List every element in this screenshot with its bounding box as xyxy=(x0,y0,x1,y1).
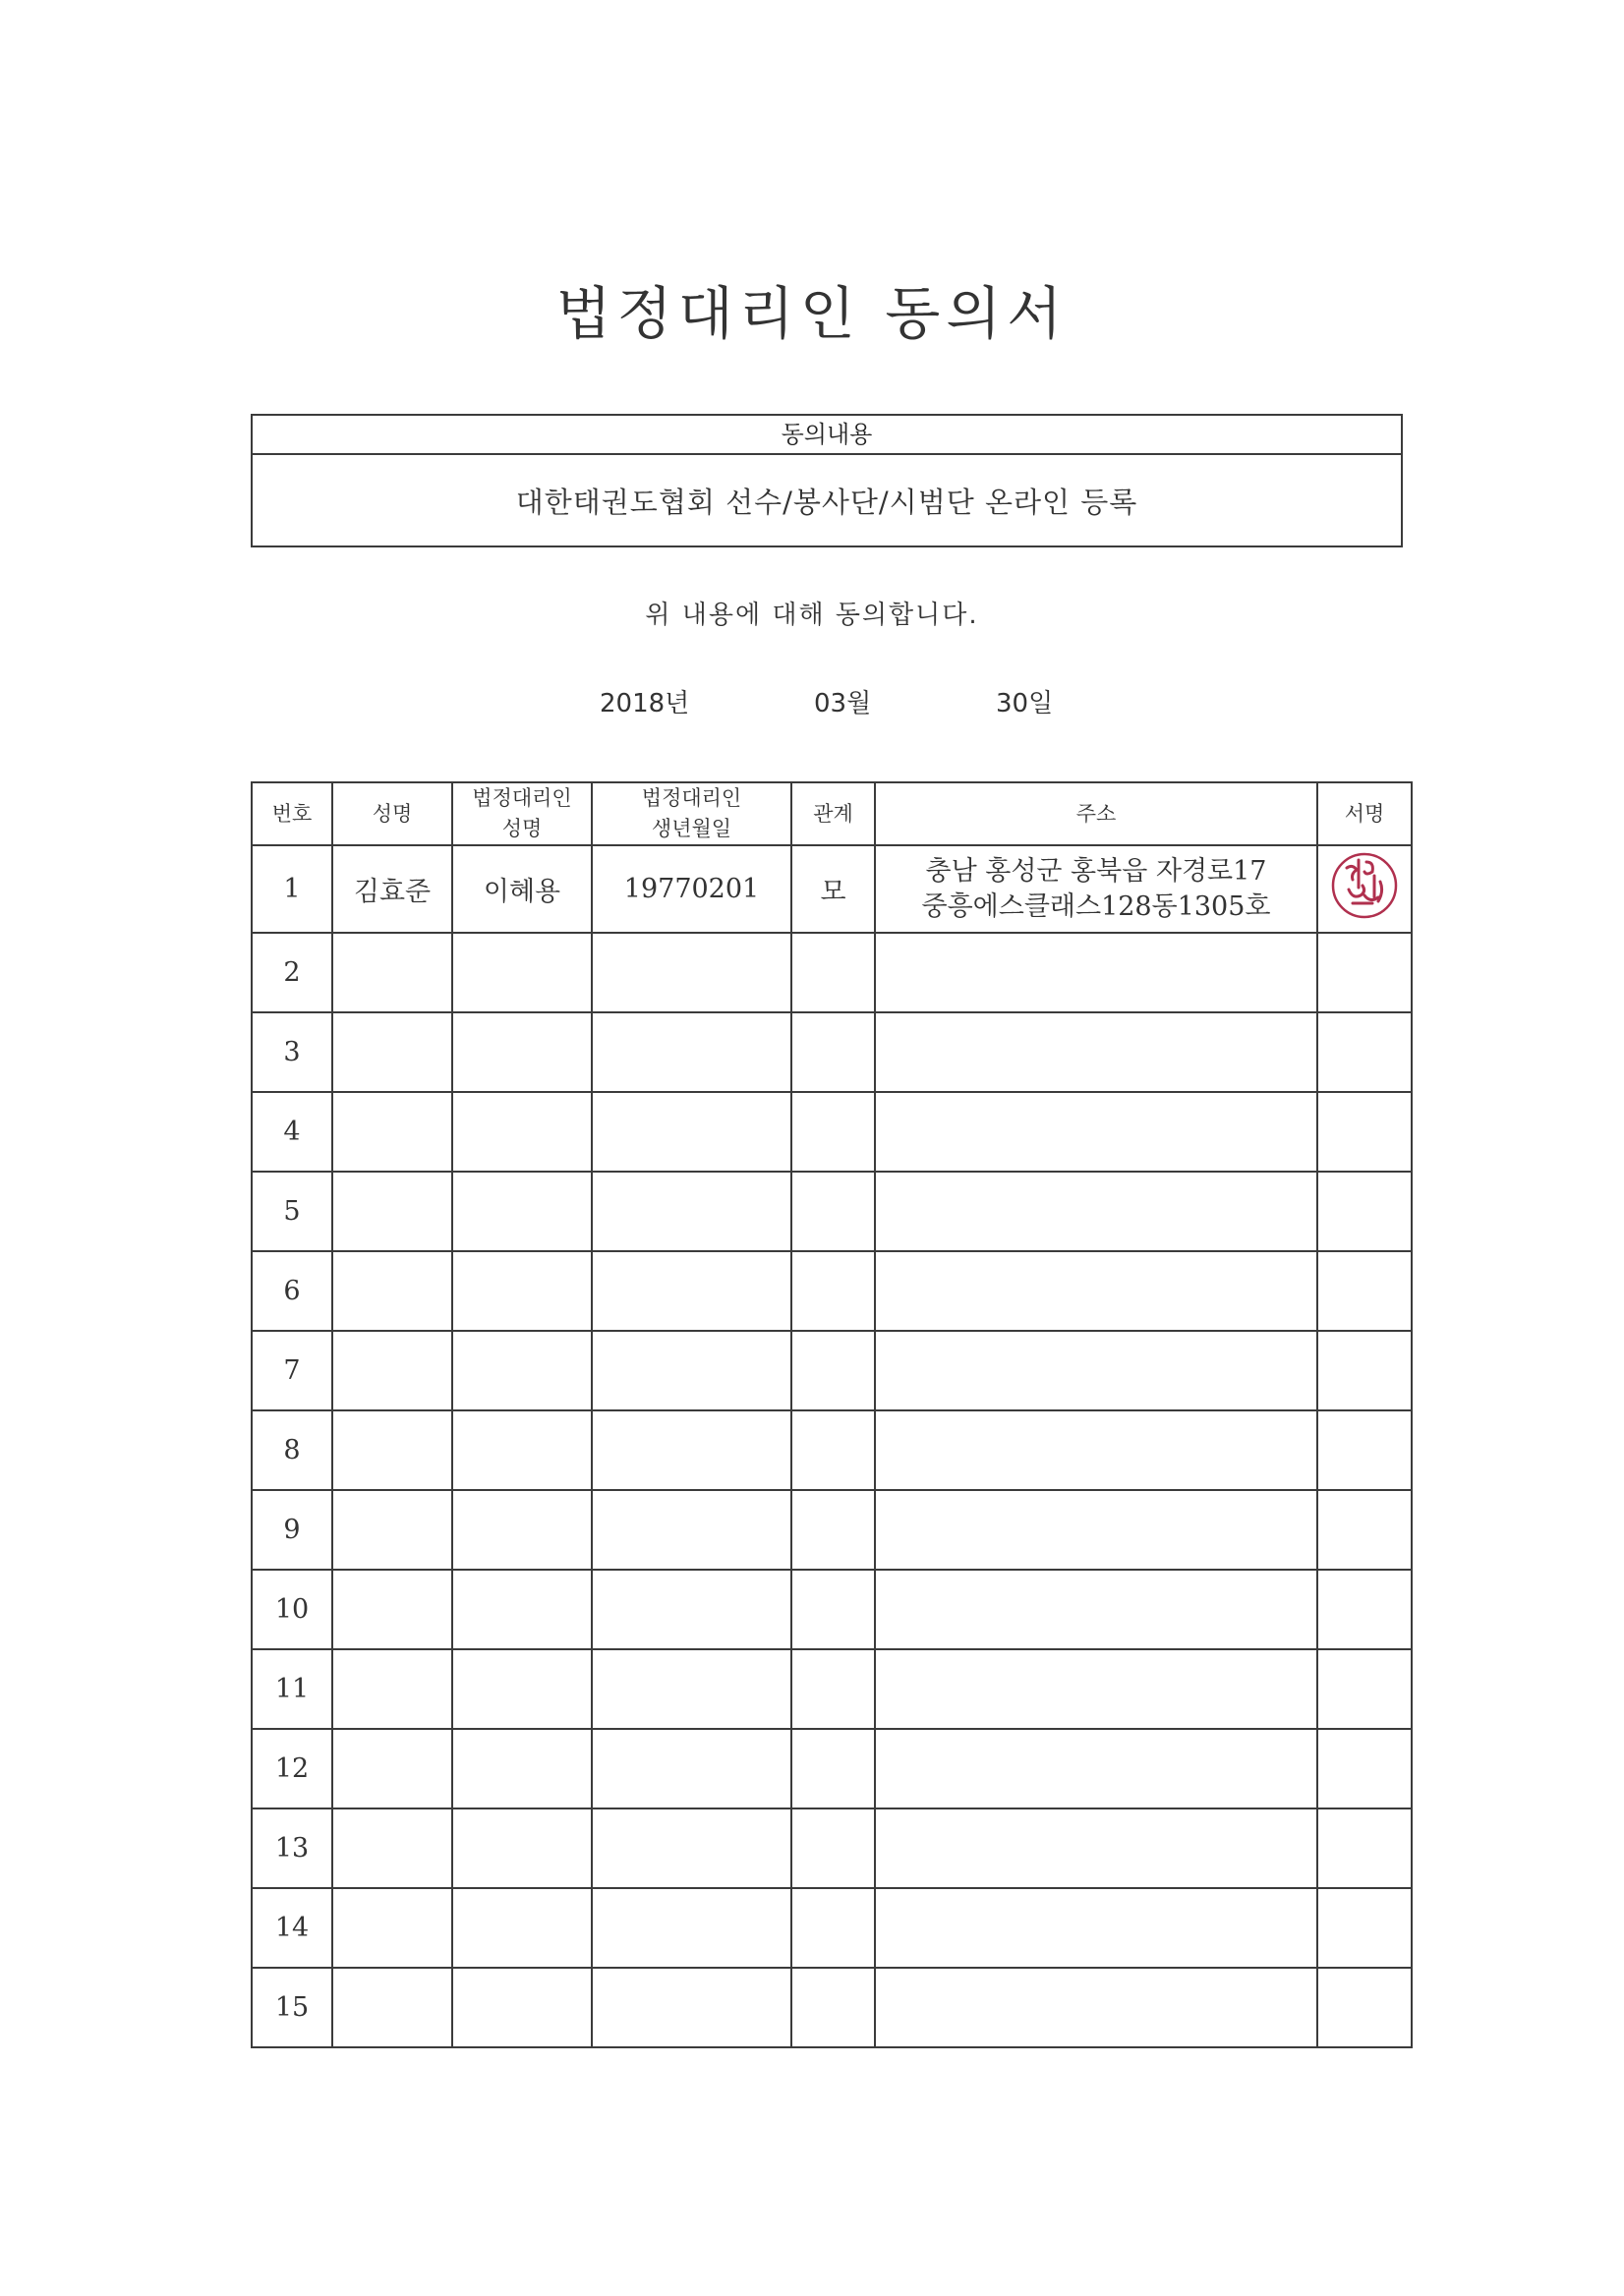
cell-guardian-birth xyxy=(592,1490,791,1570)
cell-relation xyxy=(791,1649,875,1729)
header-guardian-birth-line2: 생년월일 xyxy=(651,817,732,840)
table-row xyxy=(252,933,1412,1012)
cell-name xyxy=(332,1729,452,1808)
cell-address xyxy=(875,1968,1317,2047)
cell-no: 9 xyxy=(252,1490,332,1570)
cell-guardian-birth xyxy=(592,1570,791,1649)
cell-name xyxy=(332,1888,452,1968)
cell-signature xyxy=(1317,1092,1412,1172)
cell-address xyxy=(875,933,1317,1012)
cell-no: 13 xyxy=(252,1808,332,1888)
cell-relation xyxy=(791,1729,875,1808)
cell-no: 3 xyxy=(252,1012,332,1092)
cell-address xyxy=(875,1888,1317,1968)
cell-guardian-name xyxy=(452,1092,592,1172)
cell-no: 2 xyxy=(252,933,332,1012)
cell-guardian-name: 이혜용 xyxy=(452,845,592,933)
cell-no: 1 xyxy=(252,845,332,933)
cell-no: 12 xyxy=(252,1729,332,1808)
cell-relation: 모 xyxy=(791,845,875,933)
cell-guardian-birth xyxy=(592,1172,791,1251)
table-row xyxy=(252,1172,1412,1251)
table-row xyxy=(252,1649,1412,1729)
cell-guardian-name xyxy=(452,1410,592,1490)
cell-address xyxy=(875,1172,1317,1251)
cell-guardian-name xyxy=(452,1968,592,2047)
cell-signature xyxy=(1317,1649,1412,1729)
cell-name xyxy=(332,1649,452,1729)
cell-name xyxy=(332,1251,452,1331)
table-header-row xyxy=(252,782,1412,845)
header-guardian-name-line1: 법정대리인 xyxy=(472,786,572,810)
cell-address xyxy=(875,1729,1317,1808)
cell-name xyxy=(332,1968,452,2047)
cell-no: 15 xyxy=(252,1968,332,2047)
cell-relation xyxy=(791,1012,875,1092)
header-guardian-birth-line1: 법정대리인 xyxy=(641,786,742,810)
header-guardian-birth xyxy=(592,782,791,845)
cell-guardian-name xyxy=(452,1888,592,1968)
table-row xyxy=(252,845,1412,933)
cell-guardian-name xyxy=(452,1649,592,1729)
cell-signature xyxy=(1317,933,1412,1012)
cell-signature xyxy=(1317,1331,1412,1410)
table-row xyxy=(252,1570,1412,1649)
cell-relation xyxy=(791,1490,875,1570)
cell-guardian-name xyxy=(452,1729,592,1808)
table-row xyxy=(252,1012,1412,1092)
cell-guardian-birth xyxy=(592,1888,791,1968)
cell-address xyxy=(875,1808,1317,1888)
table-row xyxy=(252,1968,1412,2047)
cell-signature xyxy=(1317,1012,1412,1092)
cell-no: 14 xyxy=(252,1888,332,1968)
cell-name xyxy=(332,1172,452,1251)
consent-box xyxy=(251,414,1403,547)
cell-guardian-name xyxy=(452,1012,592,1092)
cell-address xyxy=(875,1410,1317,1490)
header-guardian-name xyxy=(452,782,592,845)
cell-name xyxy=(332,1808,452,1888)
header-no: 번호 xyxy=(252,782,332,845)
cell-relation xyxy=(791,933,875,1012)
cell-signature xyxy=(1317,1888,1412,1968)
cell-signature xyxy=(1317,1172,1412,1251)
cell-signature xyxy=(1317,1490,1412,1570)
cell-signature xyxy=(1317,1410,1412,1490)
cell-no: 10 xyxy=(252,1570,332,1649)
cell-relation xyxy=(791,1092,875,1172)
cell-name xyxy=(332,1092,452,1172)
cell-name: 김효준 xyxy=(332,845,452,933)
table-row xyxy=(252,1490,1412,1570)
cell-name xyxy=(332,1012,452,1092)
cell-signature xyxy=(1317,1570,1412,1649)
cell-signature xyxy=(1317,1729,1412,1808)
cell-address xyxy=(875,1331,1317,1410)
cell-signature xyxy=(1317,1808,1412,1888)
cell-guardian-birth: 19770201 xyxy=(592,845,791,933)
cell-relation xyxy=(791,1570,875,1649)
cell-name xyxy=(332,933,452,1012)
cell-name xyxy=(332,1410,452,1490)
table-row xyxy=(252,1092,1412,1172)
document-title: 법정대리인 동의서 xyxy=(555,280,1069,347)
cell-guardian-birth xyxy=(592,1331,791,1410)
cell-no: 6 xyxy=(252,1251,332,1331)
cell-guardian-name xyxy=(452,1490,592,1570)
cell-guardian-birth xyxy=(592,1808,791,1888)
cell-guardian-name xyxy=(452,1251,592,1331)
cell-address xyxy=(875,1012,1317,1092)
address-line-2: 중흥에스클래스128동1305호 xyxy=(921,890,1271,922)
address-line-1: 충남 홍성군 홍북읍 자경로17 xyxy=(925,855,1267,887)
cell-name xyxy=(332,1570,452,1649)
cell-address xyxy=(875,1649,1317,1729)
cell-address xyxy=(875,1092,1317,1172)
consent-body: 대한태권도협회 선수/봉사단/시범단 온라인 등록 xyxy=(515,486,1138,519)
cell-guardian-birth xyxy=(592,1012,791,1092)
header-address: 주소 xyxy=(875,782,1317,845)
cell-guardian-name xyxy=(452,1808,592,1888)
cell-guardian-birth xyxy=(592,1092,791,1172)
cell-guardian-name xyxy=(452,1331,592,1410)
cell-no: 4 xyxy=(252,1092,332,1172)
date-month: 03월 xyxy=(814,689,872,718)
header-guardian-name-line2: 성명 xyxy=(501,817,543,840)
cell-address xyxy=(875,845,1317,933)
header-relation: 관계 xyxy=(791,782,875,845)
table-row xyxy=(252,1729,1412,1808)
cell-signature xyxy=(1317,1968,1412,2047)
cell-signature xyxy=(1317,1251,1412,1331)
table-row xyxy=(252,1410,1412,1490)
cell-no: 7 xyxy=(252,1331,332,1410)
header-name: 성명 xyxy=(332,782,452,845)
table-row xyxy=(252,1251,1412,1331)
cell-no: 11 xyxy=(252,1649,332,1729)
cell-name xyxy=(332,1490,452,1570)
consent-header: 동의내용 xyxy=(253,416,1401,455)
cell-name xyxy=(332,1331,452,1410)
cell-guardian-birth xyxy=(592,1729,791,1808)
cell-address xyxy=(875,1251,1317,1331)
red-seal-stamp-icon xyxy=(1329,846,1400,925)
cell-no: 5 xyxy=(252,1172,332,1251)
cell-guardian-name xyxy=(452,933,592,1012)
agree-statement: 위 내용에 대해 동의합니다. xyxy=(645,601,979,630)
cell-relation xyxy=(791,1251,875,1331)
header-signature: 서명 xyxy=(1317,782,1412,845)
cell-relation xyxy=(791,1808,875,1888)
cell-signature xyxy=(1317,845,1412,933)
cell-guardian-birth xyxy=(592,1410,791,1490)
cell-guardian-name xyxy=(452,1172,592,1251)
date-year: 2018년 xyxy=(600,689,690,718)
cell-guardian-name xyxy=(452,1570,592,1649)
cell-no: 8 xyxy=(252,1410,332,1490)
cell-relation xyxy=(791,1888,875,1968)
table-row xyxy=(252,1331,1412,1410)
guardian-table xyxy=(251,781,1413,2048)
table-row xyxy=(252,1808,1412,1888)
cell-guardian-birth xyxy=(592,933,791,1012)
cell-relation xyxy=(791,1410,875,1490)
table-row xyxy=(252,1888,1412,1968)
date-day: 30일 xyxy=(996,689,1054,718)
cell-guardian-birth xyxy=(592,1649,791,1729)
cell-relation xyxy=(791,1968,875,2047)
cell-relation xyxy=(791,1172,875,1251)
cell-address xyxy=(875,1490,1317,1570)
cell-address xyxy=(875,1570,1317,1649)
cell-guardian-birth xyxy=(592,1251,791,1331)
cell-relation xyxy=(791,1331,875,1410)
cell-guardian-birth xyxy=(592,1968,791,2047)
